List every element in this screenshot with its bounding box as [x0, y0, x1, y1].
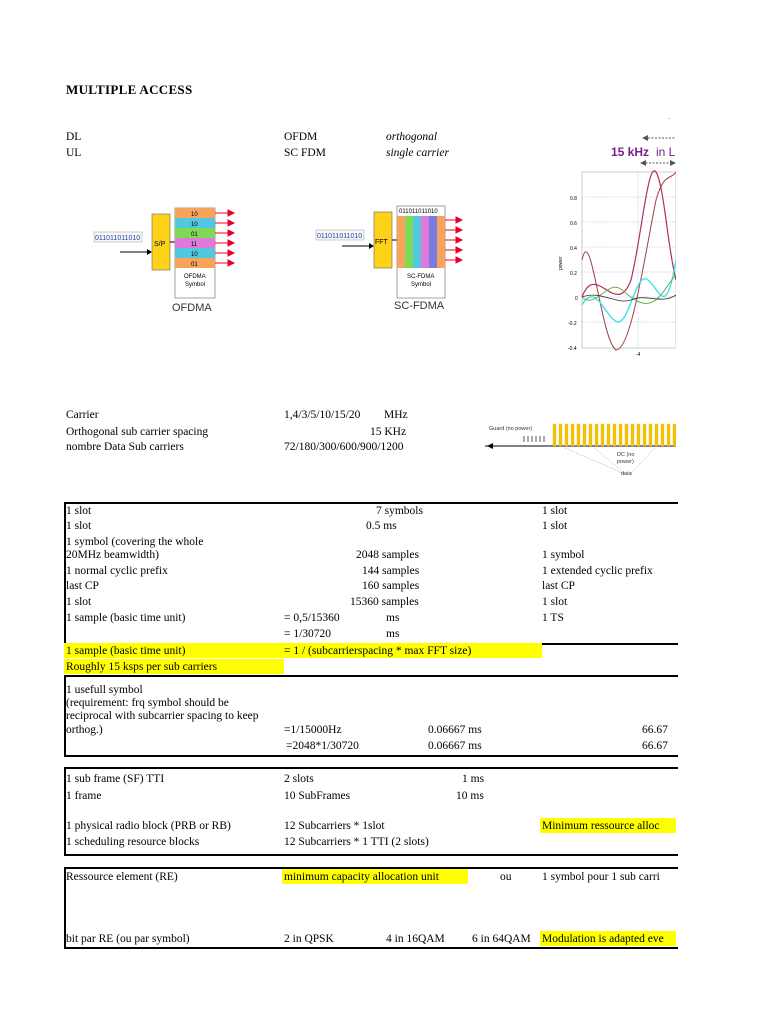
spacing-value: 15 KHz — [370, 426, 407, 438]
frame-r2-b: 10 SubFrames — [284, 790, 351, 802]
frame-r1-c: 1 ms — [462, 773, 485, 785]
slot-r7-a: 1 sample (basic time unit) — [66, 612, 186, 624]
slot-r5-b: 160 samples — [362, 580, 420, 592]
subcarriers-label: nombre Data Sub carriers — [66, 441, 184, 453]
ul-label: UL — [66, 147, 82, 159]
slot-r7-c: 1 TS — [542, 612, 564, 624]
slot-r6-a: 1 slot — [66, 596, 92, 608]
y-axis-label: power — [558, 256, 564, 270]
slot-r9-a: 1 sample (basic time unit) — [66, 645, 186, 657]
guard-label: Guard (no power) — [489, 426, 533, 432]
ofdma-symbol-text-2: Symbol — [185, 282, 206, 288]
slot-r6-c: 1 slot — [542, 596, 568, 608]
re-r1-a: Ressource element (RE) — [66, 871, 178, 883]
scfdma-diagram — [312, 200, 472, 320]
useful-r2-formula: =2048*1/30720 — [286, 740, 359, 752]
re-r2-c: 4 in 16QAM — [386, 933, 445, 945]
frame-r3-a: 1 physical radio block (PRB or RB) — [66, 820, 231, 832]
frame-r4-b: 12 Subcarriers * 1 TTI (2 slots) — [284, 836, 429, 848]
scfdma-symbol-text-2: Symbol — [411, 282, 432, 288]
carrier-unit: MHz — [384, 409, 408, 421]
ofdma-diagram — [90, 200, 250, 320]
y-tick-2: 0.6 — [570, 221, 577, 227]
ofdma-row-3: 01 — [191, 232, 198, 238]
slot-r5-a: last CP — [66, 580, 99, 592]
ul-scheme: SC FDM — [284, 147, 326, 159]
useful-r1-value: 0.06667 ms — [428, 724, 482, 736]
x-tick: -4 — [636, 352, 641, 358]
sp-block-label: S/P — [154, 241, 166, 248]
useful-l3: reciprocal with subcarrier spacing to keep — [66, 710, 259, 722]
re-r2-d: 6 in 64QAM — [472, 933, 531, 945]
re-r2-e: Modulation is adapted eve — [542, 933, 664, 945]
slot-r4-c: 1 extended cyclic prefix — [542, 565, 653, 577]
slot-r2-a: 1 slot — [66, 520, 92, 532]
dl-desc: orthogonal — [386, 131, 438, 143]
slot-r10-a: Roughly 15 ksps per sub carriers — [66, 661, 218, 673]
slot-r2-c: 1 slot — [542, 520, 568, 532]
frame-r2-a: 1 frame — [66, 790, 102, 802]
slot-r4-a: 1 normal cyclic prefix — [66, 565, 168, 577]
slot-r3-c: 1 symbol — [542, 549, 585, 561]
dl-label: DL — [66, 131, 82, 143]
slot-r4-b: 144 samples — [362, 565, 420, 577]
y-tick-1: 0.8 — [570, 196, 577, 202]
ofdma-row-2: 10 — [191, 222, 198, 228]
slot-r3-b: 2048 samples — [356, 549, 419, 561]
y-tick-7: -0.4 — [568, 346, 577, 352]
slot-r3-a1: 1 symbol (covering the whole — [66, 536, 204, 548]
slot-r5-c: last CP — [542, 580, 575, 592]
subcarriers-value: 72/180/300/600/900/1200 — [284, 441, 404, 453]
y-tick-3: 0.4 — [570, 246, 577, 252]
slot-r1-c: 1 slot — [542, 505, 568, 517]
data-label: data — [621, 471, 632, 477]
scfdma-symbol-text-1: SC-FDMA — [407, 274, 435, 280]
scfdma-arrows — [445, 217, 462, 263]
slot-r1-a: 1 slot — [66, 505, 92, 517]
useful-r1-formula: =1/15000Hz — [284, 724, 342, 736]
re-r1-d: 1 symbol pour 1 sub carri — [542, 871, 660, 883]
scfdma-caption: SC-FDMA — [394, 300, 445, 312]
scfdma-bits: 011011011010 — [317, 233, 363, 240]
dc-label-1: DC (no — [617, 452, 635, 458]
ofdma-bits: 011011011010 — [95, 235, 141, 242]
slot-r8-unit: ms — [386, 628, 400, 640]
useful-l1: 1 usefull symbol — [66, 684, 143, 696]
re-r1-c: ou — [500, 871, 512, 883]
spacing-label: 15 kHz — [611, 145, 650, 159]
page-title: MULTIPLE ACCESS — [66, 82, 193, 97]
frame-r1-a: 1 sub frame (SF) TTI — [66, 773, 165, 785]
ofdma-row-5: 10 — [191, 252, 198, 258]
subcarrier-bars — [553, 424, 676, 446]
ul-desc: single carrier — [386, 147, 449, 159]
useful-r2-value: 0.06667 ms — [428, 740, 482, 752]
slot-r7-unit: ms — [386, 612, 400, 624]
re-r1-b: minimum capacity allocation unit — [284, 871, 439, 883]
frame-r2-c: 10 ms — [456, 790, 484, 802]
slot-r2-b: 0.5 ms — [366, 520, 397, 532]
slot-r7-b: = 0,5/15360 — [284, 612, 340, 624]
ofdma-caption: OFDMA — [172, 302, 212, 314]
ofdma-row-6: 01 — [191, 262, 198, 268]
ofdma-row-1: 10 — [191, 212, 198, 218]
carrier-label: Carrier — [66, 409, 99, 421]
svg-text:-: - — [668, 116, 670, 122]
subcarrier-plot — [556, 110, 676, 360]
frame-r3-c: Minimum ressource alloc — [542, 820, 660, 832]
spectrum-diagram — [485, 420, 676, 478]
spacing-label-rest: in L — [656, 145, 676, 159]
useful-l2: (requirement: frq symbol should be — [66, 697, 229, 709]
scfdma-top-bits: 011011011010 — [399, 209, 438, 215]
useful-r2-extra: 66.67 — [642, 740, 668, 752]
slot-r1-b: 7 symbols — [376, 505, 423, 517]
frame-r4-a: 1 scheduling resource blocks — [66, 836, 200, 848]
ofdma-row-4: 11 — [191, 242, 198, 248]
useful-l4: orthog.) — [66, 724, 103, 736]
re-r2-b: 2 in QPSK — [284, 933, 334, 945]
re-r2-a: bit par RE (ou par symbol) — [66, 933, 190, 945]
slot-r9-b: = 1 / (subcarrierspacing * max FFT size) — [284, 645, 472, 657]
dc-label-2: power) — [617, 459, 634, 465]
slot-r6-b: 15360 samples — [350, 596, 419, 608]
slot-r3-a2: 20MHz beamwidth) — [66, 549, 159, 561]
ofdma-arrows — [215, 210, 234, 266]
frame-r3-b: 12 Subcarriers * 1slot — [284, 820, 385, 832]
y-tick-5: 0 — [575, 296, 578, 302]
dl-scheme: OFDM — [284, 131, 318, 143]
carrier-value: 1,4/3/5/10/15/20 — [284, 409, 361, 421]
spacing-label-row: Orthogonal sub carrier spacing — [66, 426, 209, 438]
slot-r8-b: = 1/30720 — [284, 628, 332, 640]
fft-block-label: FFT — [375, 239, 388, 246]
useful-r1-extra: 66.67 — [642, 724, 668, 736]
ofdma-symbol-text-1: OFDMA — [184, 274, 206, 280]
frame-r1-b: 2 slots — [284, 773, 314, 785]
scfdma-columns — [397, 216, 445, 268]
y-tick-4: 0.2 — [570, 271, 577, 277]
y-tick-6: -0.2 — [568, 321, 577, 327]
